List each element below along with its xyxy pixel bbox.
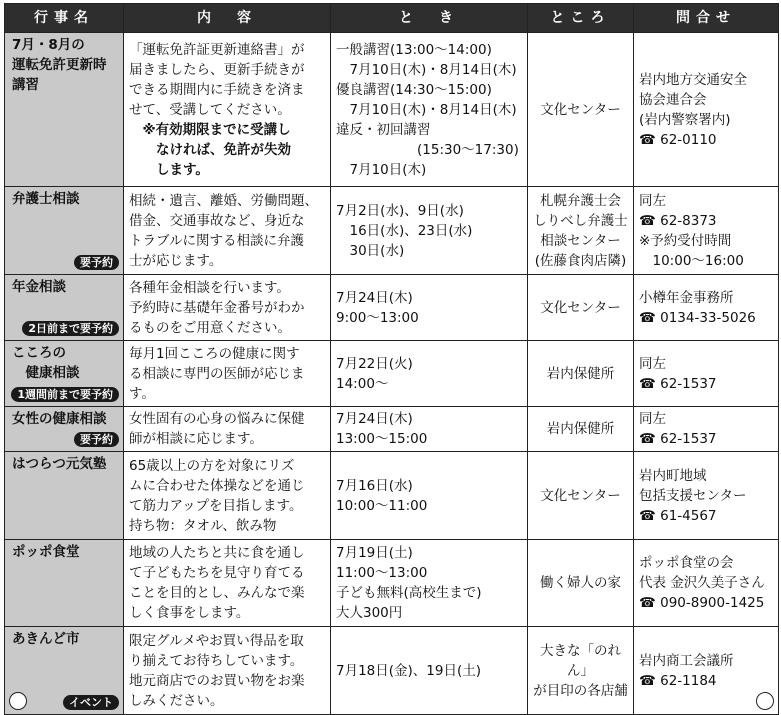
header-place: ところ — [528, 4, 634, 33]
table-row — [5, 540, 779, 627]
event-cell — [5, 452, 124, 540]
event-name: はつらつ元気塾 — [12, 456, 107, 472]
place-cell: 札幌弁護士会 しりべし弁護士 相談センター (佐藤食肉店隣) — [528, 187, 634, 275]
header-content: 内 容 — [124, 4, 331, 33]
content-cell: 各種年金相談を行います。 予約時に基礎年金番号がわか るものをご用意ください。 — [124, 275, 331, 341]
place-cell: 働く婦人の家 — [528, 540, 634, 627]
contact-cell — [634, 627, 779, 715]
place-cell: 岩内保健所 — [528, 341, 634, 407]
event-name: こころの 健康相談 — [12, 345, 80, 381]
when-cell: 7月19日(土) 11:00～13:00 子ども無料(高校生まで) 大人300円 — [331, 540, 528, 627]
content-text: 「運転免許証更新連絡書」が 届きましたら、更新手続きが できる期間内に手続きを済ま せて、受講してください。 — [129, 41, 305, 118]
circle-mark-icon — [9, 692, 27, 710]
circle-mark-icon — [756, 692, 774, 710]
event-name: あきんど市 — [12, 631, 80, 647]
content-cell: 65歳以上の方を対象にリズ ムに合わせた体操などを通じ て筋力アップを目指します。 持ち物：タオル、飲み物 — [124, 452, 331, 540]
place-cell: 文化センター — [528, 452, 634, 540]
when-cell: 7月24日(木) 9:00～13:00 — [331, 275, 528, 341]
event-cell — [5, 341, 124, 407]
content-cell: 相続・遺言、離婚、労働問題、 借金、交通事故など、身近な トラブルに関する相談に弁護 士が応じます。 — [124, 187, 331, 275]
table-row — [5, 407, 779, 452]
table-row — [5, 33, 779, 187]
when-cell: 7月24日(木) 13:00～15:00 — [331, 407, 528, 452]
reservation-badge: 1週間前まで要予約 — [11, 387, 119, 402]
event-cell — [5, 407, 124, 452]
event-schedule — [4, 3, 778, 709]
event-name: ポッポ食堂 — [12, 544, 80, 560]
event-cell — [5, 540, 124, 627]
contact-cell: 岩内地方交通安全 協会連合会 (岩内警察署内) ☎ 62-0110 — [634, 33, 779, 187]
contact-cell: 同左 ☎ 62-1537 — [634, 341, 779, 407]
table-row — [5, 627, 779, 715]
event-name: 年金相談 — [12, 279, 66, 295]
content-cell: 女性固有の心身の悩みに保健 師が相談に応じます。 — [124, 407, 331, 452]
schedule-table — [4, 3, 779, 715]
contact-cell: ポッポ食堂の会 代表 金沢久美子さん ☎ 090-8900-1425 — [634, 540, 779, 627]
content-cell: 限定グルメやお買い得品を取 り揃えてお待ちしています。 地元商店でのお買い物をお楽 しみください。 — [124, 627, 331, 715]
when-cell: 一般講習(13:00～14:00) 7月10日(木)・8月14日(木) 優良講習(14:30～15:00) 7月10日(木)・8月14日(木) 違反・初回講習 (15:30～17:30) 7月10日(木) — [331, 33, 528, 187]
table-row — [5, 187, 779, 275]
when-cell: 7月22日(火) 14:00～ — [331, 341, 528, 407]
table-row — [5, 452, 779, 540]
content-note: ※有効期限までに受講し なければ、免許が失効 します。 — [142, 121, 291, 178]
header-event: 行事名 — [5, 4, 124, 33]
contact-cell: 小樽年金事務所 ☎ 0134-33-5026 — [634, 275, 779, 341]
place-cell: 大きな「のれん」 が目印の各店舗 — [528, 627, 634, 715]
when-cell: 7月16日(水) 10:00～11:00 — [331, 452, 528, 540]
event-cell — [5, 187, 124, 275]
event-cell — [5, 627, 124, 715]
reservation-badge: 要予約 — [74, 432, 119, 447]
content-cell: 地域の人たちと共に食を通し て子どもたちを見守り育てる ことを目的とし、みんなで楽 しく食事をします。 — [124, 540, 331, 627]
event-cell — [5, 33, 124, 187]
contact-cell: 同左 ☎ 62-8373 ※予約受付時間 10:00～16:00 — [634, 187, 779, 275]
contact-cell: 同左 ☎ 62-1537 — [634, 407, 779, 452]
place-cell: 文化センター — [528, 33, 634, 187]
place-cell: 岩内保健所 — [528, 407, 634, 452]
content-cell — [124, 33, 331, 187]
header-contact: 問合せ — [634, 4, 779, 33]
event-badge: イベント — [63, 695, 119, 710]
contact-cell: 岩内町地域 包括支援センター ☎ 61-4567 — [634, 452, 779, 540]
place-cell: 文化センター — [528, 275, 634, 341]
table-row — [5, 341, 779, 407]
event-name: 弁護士相談 — [12, 191, 80, 207]
event-name: 女性の健康相談 — [12, 411, 107, 427]
header-when: と き — [331, 4, 528, 33]
event-cell — [5, 275, 124, 341]
reservation-badge: 2日前まで要予約 — [22, 321, 119, 336]
when-cell: 7月18日(金)、19日(土) — [331, 627, 528, 715]
reservation-badge: 要予約 — [74, 255, 119, 270]
header-row — [5, 4, 779, 33]
event-name: 7月・8月の 運転免許更新時 講習 — [12, 37, 107, 93]
table-row — [5, 275, 779, 341]
contact-text: 岩内商工会議所 ☎ 62-1184 — [639, 652, 734, 689]
content-cell: 毎月1回こころの健康に関す る相談に専門の医師が応じま す。 — [124, 341, 331, 407]
when-cell: 7月2日(水)、9日(水) 16日(水)、23日(水) 30日(水) — [331, 187, 528, 275]
